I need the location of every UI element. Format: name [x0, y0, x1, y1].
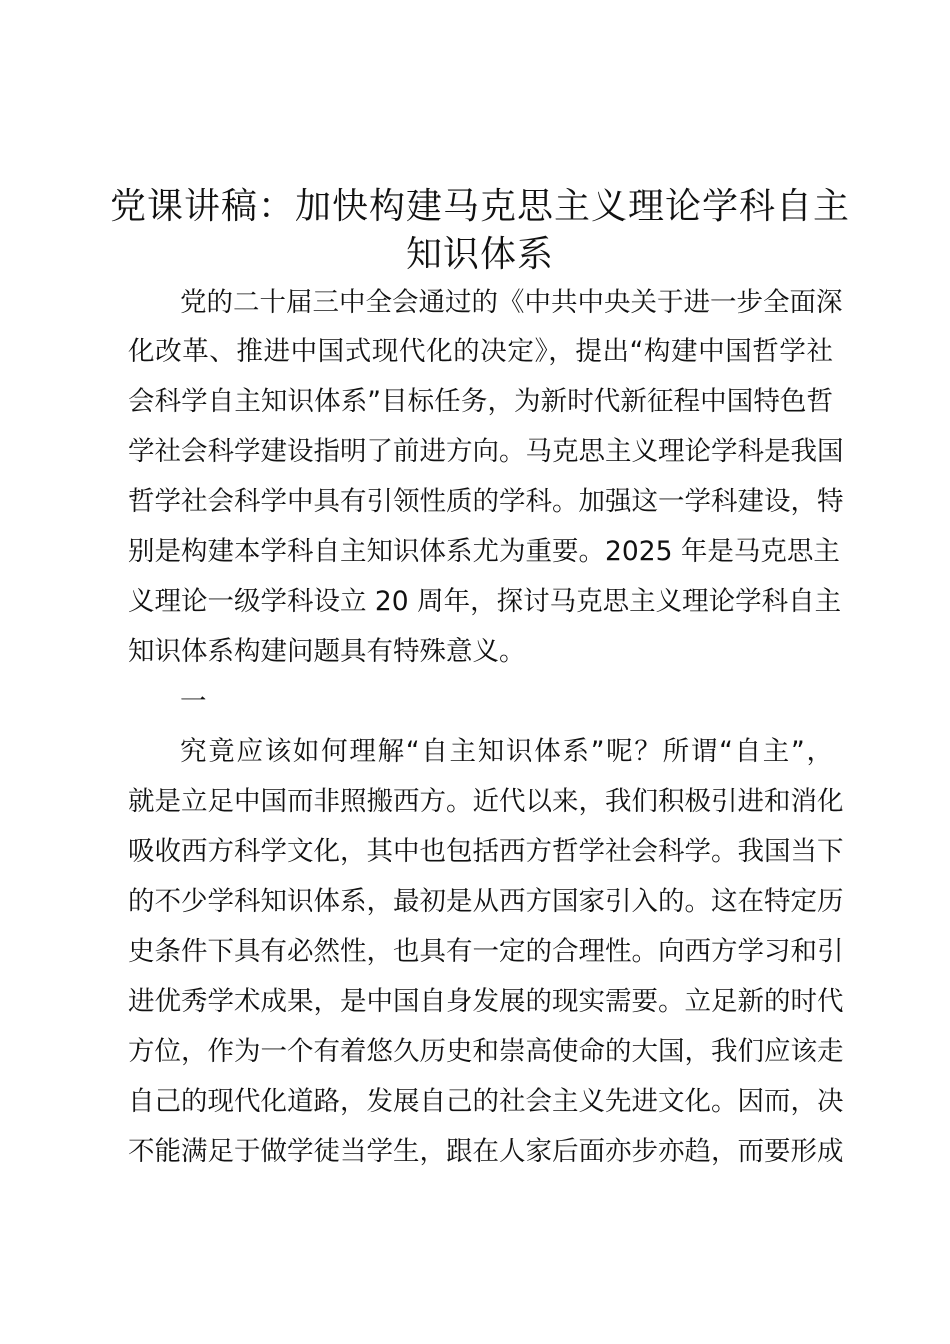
paragraph-1-line-4: 学社会科学建设指明了前进方向。马克思主义理论学科是我国: [128, 436, 844, 467]
section-number: 一: [180, 686, 207, 717]
paragraph-2-line-6: 进优秀学术成果，是中国自身发展的现实需要。立足新的时代: [128, 986, 844, 1017]
paragraph-1-line-6: 别是构建本学科自主知识体系尤为重要。2025 年是马克思主: [128, 536, 840, 567]
paragraph-1-line-2: 化改革、推进中国式现代化的决定》，提出“构建中国哲学社: [128, 336, 833, 367]
paragraph-1-line-1: 党的二十届三中全会通过的《中共中央关于进一步全面深: [180, 287, 843, 318]
paragraph-2-line-8: 自己的现代化道路，发展自己的社会主义先进文化。因而，决: [128, 1086, 844, 1117]
paragraph-1-line-7: 义理论一级学科设立 20 周年，探讨马克思主义理论学科自主: [128, 586, 842, 617]
paragraph-2-line-1: 究竟应该如何理解“自主知识体系”呢？所谓“自主”，: [180, 736, 833, 767]
paragraph-2-line-2: 就是立足中国而非照搬西方。近代以来，我们积极引进和消化: [128, 786, 844, 817]
paragraph-2-line-9: 不能满足于做学徒当学生，跟在人家后面亦步亦趋，而要形成: [128, 1136, 844, 1167]
paragraph-1-line-8: 知识体系构建问题具有特殊意义。: [128, 636, 526, 667]
document-title-line-2: 知识体系: [405, 234, 554, 275]
paragraph-1-line-3: 会科学自主知识体系”目标任务，为新时代新征程中国特色哲: [128, 386, 833, 417]
paragraph-2-line-3: 吸收西方科学文化，其中也包括西方哲学社会科学。我国当下: [128, 836, 844, 867]
paragraph-2-line-7: 方位，作为一个有着悠久历史和崇高使命的大国，我们应该走: [128, 1036, 844, 1067]
document-title-line-1: 党课讲稿：加快构建马克思主义理论学科自主: [110, 186, 851, 227]
paragraph-2-line-4: 的不少学科知识体系，最初是从西方国家引入的。这在特定历: [128, 886, 844, 917]
paragraph-2-line-5: 史条件下具有必然性，也具有一定的合理性。向西方学习和引: [128, 936, 844, 967]
paragraph-1-line-5: 哲学社会科学中具有引领性质的学科。加强这一学科建设，特: [128, 486, 844, 517]
